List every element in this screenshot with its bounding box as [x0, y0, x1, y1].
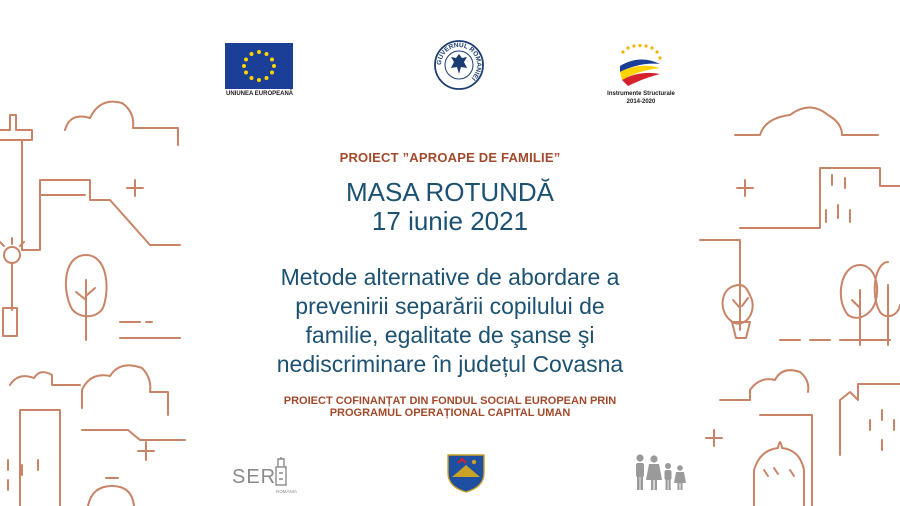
funding-line-2: PROGRAMUL OPERAȚIONAL CAPITAL UMAN [329, 407, 571, 419]
sera-logo-icon [232, 455, 298, 497]
right-buildings-bottom [706, 370, 900, 506]
funding-statement [170, 395, 730, 419]
theme-line-3: familie, egalitate de şanse şi [305, 322, 595, 348]
eu-caption: UNIUNEA EUROPEANĂ [226, 91, 294, 97]
left-tree-icon [66, 255, 107, 340]
left-lamp-icon [0, 238, 24, 336]
left-buildings-top [0, 102, 180, 250]
gov-seal-text: GUVERNUL ROMÂNIEI [435, 41, 483, 82]
right-buildings-top [700, 108, 900, 331]
event-date: 17 iunie 2021 [371, 206, 529, 236]
event-title: MASA ROTUNDĂ [345, 177, 555, 207]
structural-instruments-caption [598, 90, 684, 106]
theme-line-4: nediscriminare în județul Covasna [276, 351, 624, 377]
romanian-government-seal-icon [434, 40, 484, 90]
left-buildings-bottom [8, 365, 185, 506]
covasna-crest-icon [444, 453, 488, 493]
is-caption-line1: Instrumente Structurale [607, 91, 675, 97]
structural-instruments-logo-icon [614, 42, 666, 88]
theme-line-1: Metode alternative de abordare a [280, 264, 620, 290]
is-caption-line2: 2014-2020 [626, 99, 656, 105]
funding-line-1: PROIECT COFINANȚAT DIN FONDUL SOCIAL EUROPEAN PRIN [283, 395, 617, 407]
family-icon [632, 452, 688, 492]
right-sparkle-icon [737, 180, 753, 196]
event-theme [170, 263, 730, 379]
right-tree-icons [723, 262, 900, 345]
sera-logo-subtext: ROMÂNIA [276, 489, 298, 494]
project-title: PROIECT ”APROAPE DE FAMILIE” [339, 150, 561, 165]
eu-flag-icon [225, 43, 293, 89]
left-sparkle-icon [127, 180, 143, 196]
theme-line-2: prevenirii separării copilului de [295, 293, 605, 319]
sera-logo-text: SER [232, 466, 277, 488]
